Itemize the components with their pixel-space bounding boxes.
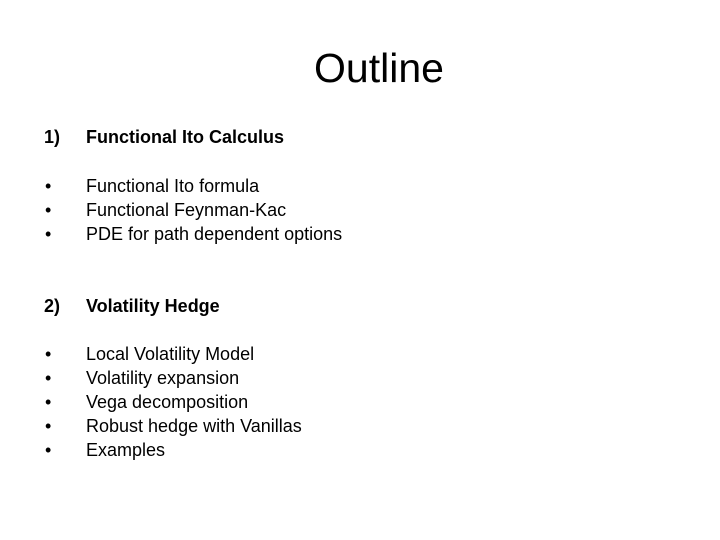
list-item-text: Volatility expansion xyxy=(86,368,240,388)
list-item xyxy=(44,174,684,198)
section-title: Volatility Hedge xyxy=(86,296,220,316)
section-number: 1) xyxy=(44,127,61,147)
section-number: 2) xyxy=(44,296,61,316)
list-item-text: Examples xyxy=(86,440,166,460)
bullet-marker: • xyxy=(45,176,52,196)
bullet-marker: • xyxy=(45,368,52,388)
list-item xyxy=(44,198,684,222)
slide-title: Outline xyxy=(314,45,444,91)
list-item xyxy=(44,414,684,438)
bullet-marker: • xyxy=(45,344,52,364)
list-item-text: Local Volatility Model xyxy=(86,344,255,364)
list-item-text: Functional Ito formula xyxy=(86,176,260,196)
bullet-marker: • xyxy=(45,416,52,436)
list-item xyxy=(44,438,684,462)
list-item xyxy=(44,222,684,246)
list-item xyxy=(44,390,684,414)
bullet-list xyxy=(44,174,684,246)
bullet-marker: • xyxy=(45,440,52,460)
section-heading xyxy=(44,294,684,318)
section-title: Functional Ito Calculus xyxy=(86,127,285,147)
list-item-text: PDE for path dependent options xyxy=(86,224,343,244)
list-item xyxy=(44,342,684,366)
list-item xyxy=(44,366,684,390)
list-item-text: Robust hedge with Vanillas xyxy=(86,416,302,436)
list-item-text: Vega decomposition xyxy=(86,392,249,412)
bullet-list xyxy=(44,342,684,462)
bullet-marker: • xyxy=(45,392,52,412)
outline-section-2 xyxy=(44,294,684,462)
bullet-marker: • xyxy=(45,224,52,244)
list-item-text: Functional Feynman-Kac xyxy=(86,200,287,220)
section-heading xyxy=(44,125,684,149)
outline-section-1 xyxy=(44,125,684,246)
bullet-marker: • xyxy=(45,200,52,220)
